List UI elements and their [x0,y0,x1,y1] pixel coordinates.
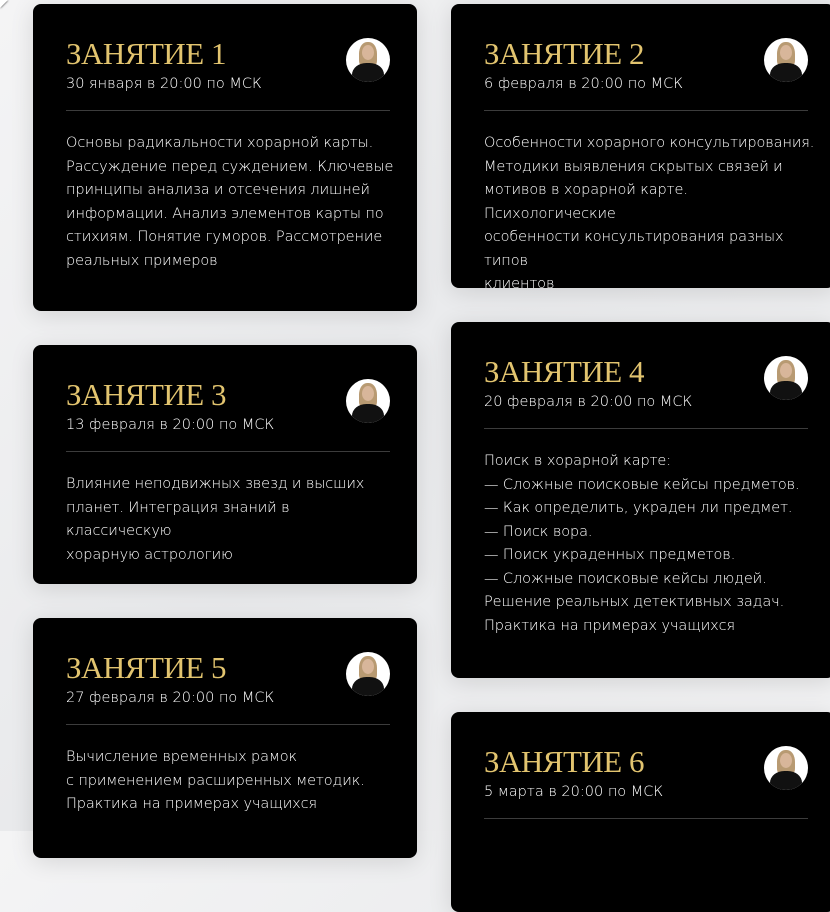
lesson-date: 5 марта в 20:00 по МСК [484,784,664,800]
lesson-card-1 [33,4,417,311]
divider [484,428,808,429]
lesson-date: 13 февраля в 20:00 по МСК [66,417,275,433]
lesson-title: ЗАНЯТИЕ 2 [484,36,644,71]
lesson-date: 20 февраля в 20:00 по МСК [484,394,693,410]
divider [66,110,390,111]
lesson-card-6 [451,712,830,912]
instructor-avatar [346,652,390,696]
lesson-title: ЗАНЯТИЕ 6 [484,744,644,779]
lesson-date: 6 февраля в 20:00 по МСК [484,76,684,92]
lesson-date: 27 февраля в 20:00 по МСК [66,690,275,706]
lesson-card-4 [451,322,830,678]
lesson-date: 30 января в 20:00 по МСК [66,76,262,92]
lesson-card-5 [33,618,417,858]
lesson-title: ЗАНЯТИЕ 4 [484,354,644,389]
lesson-title: ЗАНЯТИЕ 5 [66,650,226,685]
divider [484,110,808,111]
lesson-description: Поиск в хорарной карте: — Сложные поисковые кейсы предметов. — Как определить, украден ли предмет. — Поиск вора. — Поиск украденных предметов. — Сложные поисковые кейсы людей. Решение реальных детективных задач. Практика на примерах учащихся [484,453,800,634]
mouse-cursor-icon [0,0,8,8]
lesson-title: ЗАНЯТИЕ 3 [66,377,226,412]
divider [484,818,808,819]
lesson-description: Особенности хорарного консультирования. Методики выявления скрытых связей и мотивов в хорарной карте. Психологические особенности консультирования разных типов клиентов [484,135,815,292]
instructor-avatar [346,379,390,423]
lesson-title: ЗАНЯТИЕ 1 [66,36,226,71]
instructor-avatar [346,38,390,82]
instructor-avatar [764,38,808,82]
lesson-description: Основы радикальности хорарной карты. Рассуждение перед суждением. Ключевые принципы анализа и отсечения лишней информации. Анализ элементов карты по стихиям. Понятие гуморов. Рассмотрение реальных примеров [66,135,394,269]
instructor-avatar [764,746,808,790]
lesson-description: Вычисление временных рамок с применением расширенных методик. Практика на примерах учащихся [66,749,365,812]
lesson-card-2 [451,4,830,292]
lesson-description: Влияние неподвижных звезд и высших планет. Интеграция знаний в классическую хорарную астрологию [66,476,365,563]
divider [66,724,390,725]
divider [66,451,390,452]
instructor-avatar [764,356,808,400]
lesson-card-3 [33,345,417,584]
